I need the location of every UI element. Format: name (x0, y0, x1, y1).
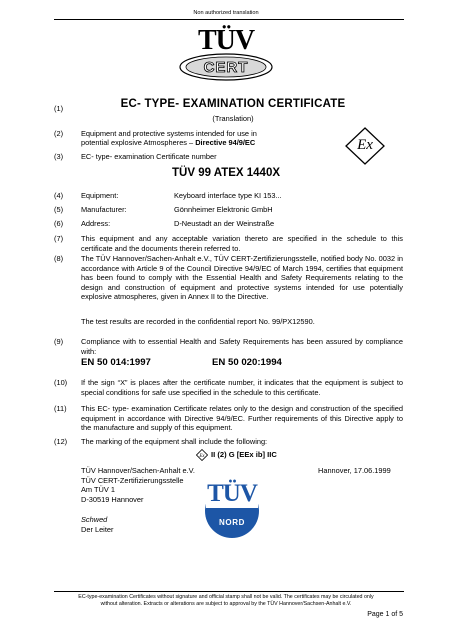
ex-explosion-protection-icon (344, 126, 386, 166)
item-11-text: This EC- type- examination Certificate relates only to the design and construction of the specified equipment in accordance with Directive 94/9/EC. Further requirements of this Directive apply to the manufacture and supply of this equipment. (81, 404, 403, 433)
item-2-text (81, 129, 257, 148)
item-2-line1: Equipment and protective systems intended for use in (81, 129, 257, 138)
signature-block (81, 466, 195, 504)
footer-disclaimer-line2: without alteration. Extracts or alterations are subject to approval by the TÜV Hannover/Sachsen-Anhalt e.V. (100, 601, 352, 607)
signatory-role: Der Leiter (81, 524, 114, 534)
item-8-report: The test results are recorded in the confidential report No. 99/PX12590. (81, 317, 315, 326)
manufacturer-value: Gönnheimer Elektronic GmbH (174, 205, 273, 214)
item-6-number: (6) (54, 219, 64, 228)
item-9-number: (9) (54, 337, 64, 346)
item-1-number: (1) (54, 104, 64, 113)
item-2-line2-text: potential explosive Atmospheres – (81, 138, 196, 148)
item-7-number: (7) (54, 234, 64, 243)
stamp-top-text: TÜV (207, 480, 257, 507)
place-and-date: Hannover, 17.06.1999 (318, 466, 391, 475)
manufacturer-label: Manufacturer: (81, 205, 127, 214)
standard-2: EN 50 020:1994 (212, 357, 282, 368)
item-11-number: (11) (54, 404, 67, 413)
item-2-number: (2) (54, 129, 64, 138)
equipment-label: Equipment: (81, 191, 119, 200)
signatory (81, 515, 113, 534)
tuv-cert-logo (177, 25, 275, 83)
logo-bottom-text: CERT (203, 59, 249, 76)
svg-text:Ex: Ex (199, 454, 205, 459)
equipment-value: Keyboard interface type KI 153... (174, 191, 282, 200)
item-8-number: (8) (54, 254, 64, 263)
logo-top-text: TÜV (197, 25, 255, 56)
item-12-number: (12) (54, 437, 68, 446)
issuer-organization: TÜV Hannover/Sachen-Anhalt e.V. (81, 466, 195, 475)
ex-marking-icon (196, 449, 208, 461)
certificate-number: TÜV 99 ATEX 1440X (172, 167, 281, 179)
stamp-bottom-text: NORD (219, 518, 245, 527)
issuer-street: Am TÜV 1 (81, 485, 115, 495)
item-4-number: (4) (54, 191, 64, 200)
item-5-number: (5) (54, 205, 64, 214)
footer-divider (54, 591, 404, 592)
item-10-text: If the sign “X” is places after the certificate number, it indicates that the equipment is subject to special conditions for safe use specified in the schedule to this certificate. (81, 378, 403, 397)
title-subtitle: (Translation) (212, 114, 254, 123)
item-8-text: The TÜV Hannover/Sachen-Anhalt e.V., TÜV CERT-Zertifizierungsstelle, notified body No. 0032 in accordance with Article 9 of the Council Directive 94/9/EC of March 1994, certifies that equipment has been found to comply with the Essential Health and Safety Requirements relating to the design and construction of equipment and protective systems intended for use potentially explosive atmospheres, given in Annex II to the Directive. (81, 254, 403, 302)
footer-disclaimer-line1: EC-type-examination Certificates without signature and official stamp shall not be valid. The certificates may be circulated only (78, 594, 374, 600)
tuv-nord-stamp (203, 478, 261, 540)
issuer-city: D-30519 Hannover (81, 494, 144, 504)
page-number: Page 1 of 5 (367, 611, 403, 618)
standard-1: EN 50 014:1997 (81, 357, 151, 368)
certificate-title: EC- TYPE- EXAMINATION CERTIFICATE (120, 98, 346, 110)
footer-disclaimer (20, 594, 432, 608)
address-label: Address: (81, 219, 111, 228)
signatory-name: Schwed (81, 515, 108, 524)
issuer-department: TÜV CERT-Zertifizierungsstelle (81, 475, 184, 485)
directive-reference: Directive 94/9/EC (195, 138, 256, 148)
item-2-line2 (81, 138, 257, 147)
item-3-text: EC- type- examination Certificate number (81, 152, 217, 161)
item-12-text: The marking of the equipment shall include the following: (81, 437, 268, 446)
item-3-number: (3) (54, 152, 64, 161)
item-7-text: This equipment and any acceptable variation thereto are specified in the schedule to this certificate and the documents therein referred to. (81, 234, 403, 253)
item-9-text: Compliance with to essential Health and Safety Requirements has been assured by compliance with: (81, 337, 403, 356)
address-value: D-Neustadt an der Weinstraße (174, 219, 275, 228)
ex-symbol-letters: Ex (357, 137, 373, 153)
header-divider (54, 19, 404, 20)
marking-text: II (2) G [EEx ib] IIC (211, 450, 277, 459)
translation-note: Non authorized translation (193, 10, 259, 16)
item-10-number: (10) (54, 378, 68, 387)
